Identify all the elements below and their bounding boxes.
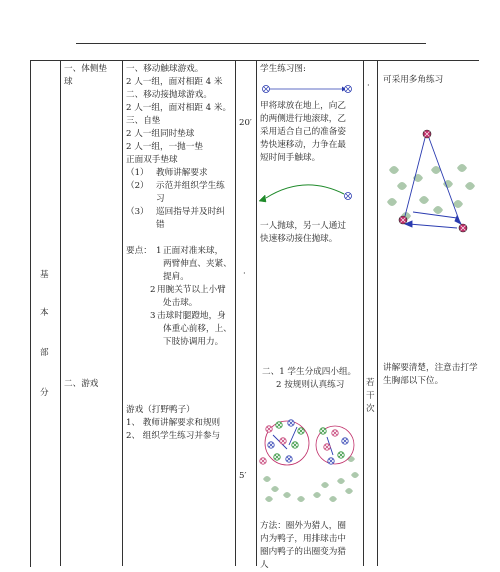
dot-mark: ·: [243, 269, 246, 279]
column-divider-1: [60, 60, 61, 566]
section-label-char: 本: [40, 308, 49, 318]
player-icon: [423, 130, 431, 138]
organization-text: 2 按规则认真练习: [276, 380, 345, 390]
point-text: 两臂伸直、夹紧、: [163, 259, 232, 269]
duck-player-icon: [268, 442, 274, 448]
duck-player-icon: [298, 428, 304, 434]
duck-player-icon: [338, 452, 344, 458]
content-item-title: 球: [64, 77, 73, 87]
section-label-char: 部: [40, 348, 49, 358]
column-divider-2: [122, 60, 123, 566]
step-text: 习: [156, 194, 165, 204]
leaf-decoration-icon: [387, 164, 475, 220]
method-text: 方法：圈外为猎人，圈: [260, 521, 346, 531]
teaching-line: 正面双手垫球: [126, 155, 178, 165]
game-line: 1、 教师讲解要求和规则: [126, 418, 221, 428]
method-text: 人: [260, 560, 269, 570]
reps-char: 次: [366, 404, 375, 414]
practice-desc: 势快速移动，力争在最: [260, 140, 346, 150]
teaching-note: 可采用多角练习: [383, 75, 444, 85]
rolling-ball-diagram: [256, 80, 363, 100]
duck-player-icon: [266, 426, 272, 432]
duck-player-icon: [342, 438, 348, 444]
duck-player-icon: [320, 428, 326, 434]
teaching-line: 2 人一组同时垫球: [126, 129, 195, 139]
method-text: 内为鸭子，用排球击中: [260, 534, 346, 544]
teaching-line: 一、移动触球游戏。: [126, 64, 204, 74]
teaching-line: 2 人一组，一抛一垫: [126, 142, 203, 152]
duck-player-icon: [324, 444, 330, 450]
point-number: 2: [150, 285, 156, 295]
practice-diagram-title: 学生练习图:: [260, 64, 306, 74]
teaching-line: 2 人一组，面对相距 4 米: [126, 77, 223, 87]
reps-char: 干: [366, 391, 375, 401]
multi-angle-diagram: [383, 120, 478, 240]
practice-desc: 快速移动接住抛球。: [260, 234, 338, 244]
duck-player-icon: [328, 458, 334, 464]
content-item-title: 一、体侧垫: [64, 64, 107, 74]
teaching-line: 二、移动接抛球游戏。: [126, 90, 212, 100]
duck-player-icon: [260, 458, 266, 464]
point-number: 3: [150, 311, 156, 321]
column-divider-3: [235, 60, 236, 566]
point-text: 用腕关节以上小臂: [157, 285, 226, 295]
practice-desc: 一人抛球，另一人通过: [260, 221, 346, 231]
player-icon: [345, 86, 352, 93]
point-text: 体重心前移，上、: [163, 324, 232, 334]
points-label: 要点：: [126, 246, 152, 256]
teaching-line: 2 人一组，面对相距 4 米。: [126, 103, 232, 113]
dot-mark: ·: [367, 81, 370, 91]
column-divider-6: [377, 60, 378, 566]
step-text: 巡回指导并及时纠: [156, 207, 225, 217]
method-text: 圈内鸭子的出圈变为猎: [260, 547, 346, 557]
organization-text: 二、1 学生分成四小组。: [262, 367, 357, 377]
duck-game-diagram: [257, 415, 362, 507]
step-number: （1）: [126, 168, 149, 178]
toss-catch-diagram: [256, 178, 363, 208]
point-text: 击球时腿蹬地，身: [157, 311, 226, 321]
step-number: （3）: [126, 207, 149, 217]
duck-player-icon: [274, 454, 280, 460]
practice-desc: 短时间手触球。: [260, 153, 321, 163]
practice-desc: 甲将球放在地上，向乙: [260, 101, 346, 111]
content-item-title: 二、游戏: [64, 379, 99, 389]
duck-player-icon: [286, 456, 292, 462]
step-number: （2）: [126, 181, 149, 191]
duck-player-icon: [276, 422, 282, 428]
step-text: 教师讲解要求: [156, 168, 208, 178]
section-label-char: 分: [40, 388, 49, 398]
reps-char: 若: [366, 378, 375, 388]
duck-player-icon: [288, 420, 294, 426]
practice-desc: 的两侧进行地滚球，乙: [260, 114, 346, 124]
time-value: 20′: [239, 118, 252, 128]
teaching-note: 生胸部以下位。: [383, 376, 444, 386]
player-icon: [459, 224, 467, 232]
game-line: 2、 组织学生练习并参与: [126, 431, 221, 441]
step-text: 示范并组织学生练: [156, 181, 225, 191]
game-line: 游戏（打野鸭子）: [126, 405, 195, 415]
player-icon: [263, 86, 270, 93]
duck-player-icon: [292, 442, 298, 448]
teaching-note: 讲解要清楚，注意击打学: [383, 363, 478, 373]
point-text: 处击球。: [163, 298, 198, 308]
player-icon: [399, 216, 407, 224]
duck-player-icon: [280, 438, 286, 444]
point-text: 下肢协调用力。: [163, 337, 224, 347]
section-label-char: 基: [40, 270, 49, 280]
point-number: 1: [156, 246, 162, 256]
time-value: 5′: [239, 471, 247, 481]
teaching-line: 三、自垫: [126, 116, 161, 126]
player-icon: [345, 193, 352, 200]
point-text: 提肩。: [163, 272, 189, 282]
header-rule: [76, 43, 426, 44]
practice-desc: 采用适合自己的准备姿: [260, 127, 346, 137]
step-text: 错: [156, 220, 165, 230]
point-text: 正面对准来球，: [163, 246, 224, 256]
column-divider-5: [363, 60, 364, 566]
duck-player-icon: [332, 430, 338, 436]
